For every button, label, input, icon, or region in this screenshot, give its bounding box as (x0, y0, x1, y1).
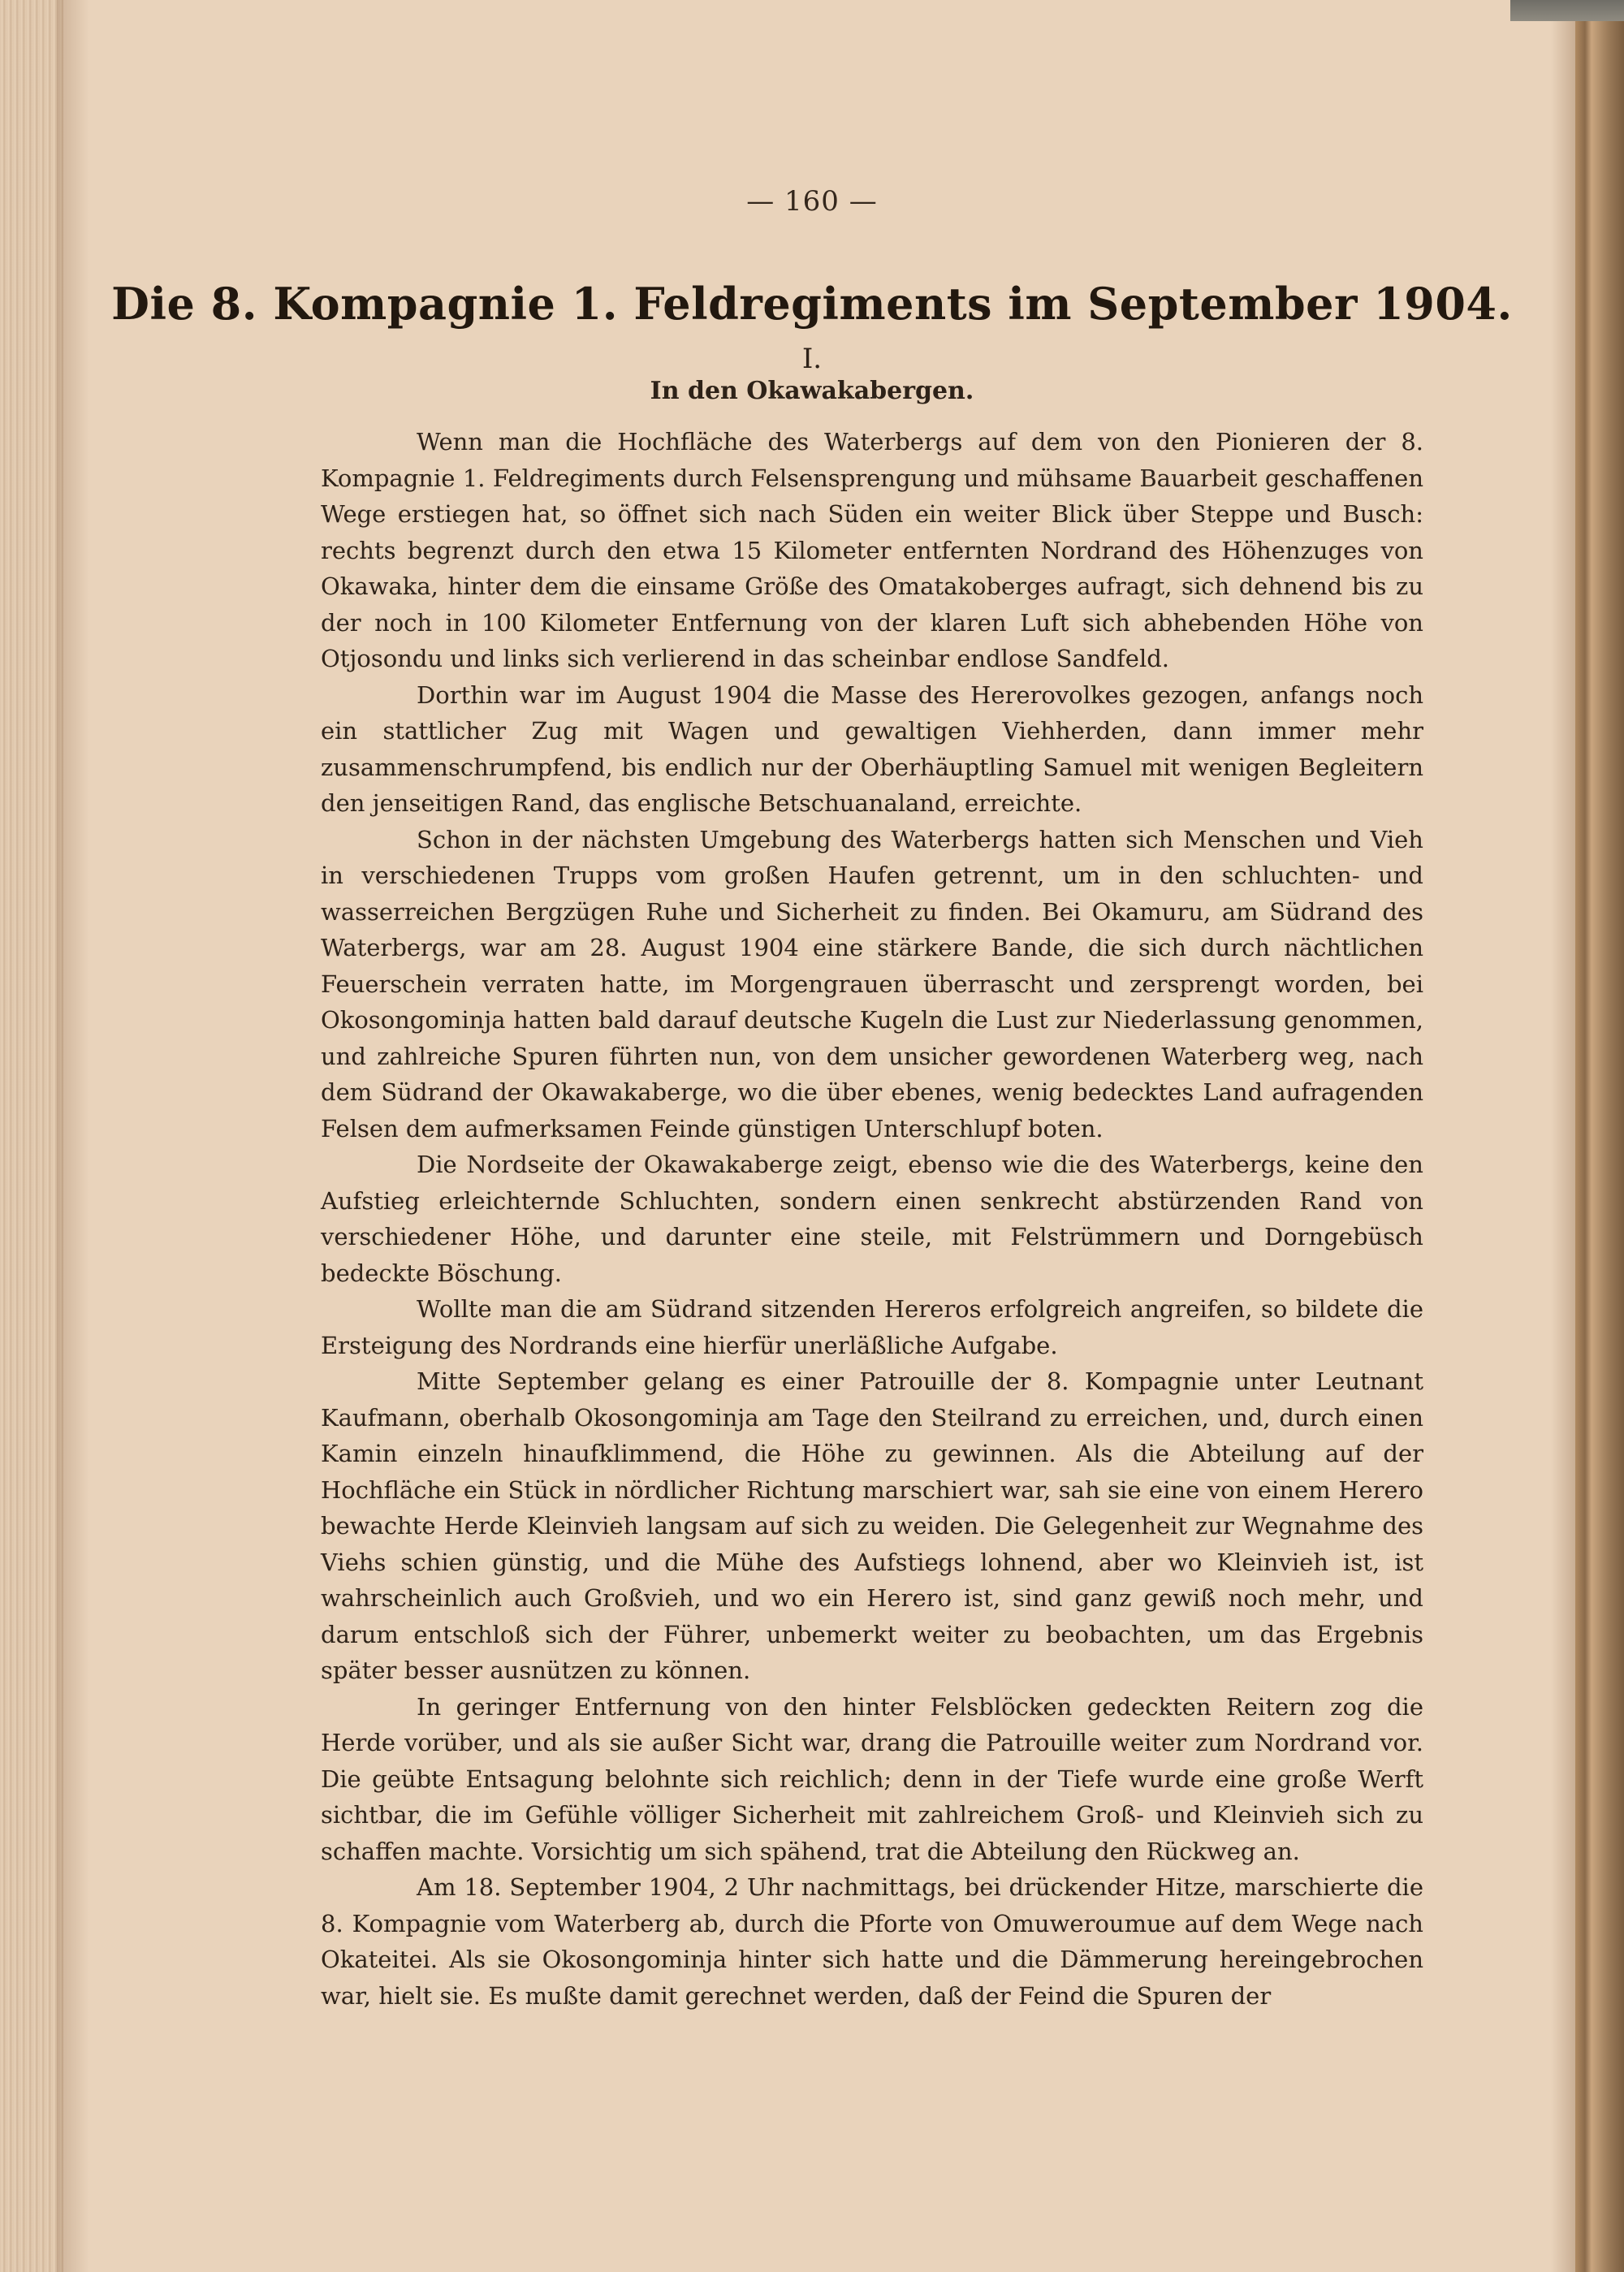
paragraph: In geringer Entfernung von den hinter Felsblöcken gedeckten Reitern zog die Herde vorüber, und als sie außer Sicht war, drang die Patrouille weiter zum Nordrand vor. Die geübte Entsagung belohnte sich reichlich; denn in der Tiefe wurde eine große Werft sichtbar, die im Gefühle völliger Sicherheit mit zahlreichem Groß- und Kleinvieh sich zu schaffen machte. Vorsichtig um sich spähend, trat die Abteilung den Rückweg an. (321, 1692, 1423, 1865)
body-text (321, 424, 1423, 2014)
binding-cloth (1510, 0, 1624, 21)
paragraph: Wollte man die am Südrand sitzenden Hereros erfolgreich angreifen, so bildete die Ersteigung des Nordrands eine hierfür unerläßliche Aufgabe. (321, 1295, 1423, 1359)
paragraph: Mitte September gelang es einer Patrouille der 8. Kompagnie unter Leutnant Kaufmann, oberhalb Okosongominja am Tage den Steilrand zu erreichen, und, durch einen Kamin einzeln hinaufklimmend, die Höhe zu gewinnen. Als die Abteilung auf der Hochfläche ein Stück in nördlicher Richtung marschiert war, sah sie eine von einem Herero bewachte Herde Kleinvieh langsam auf sich zu weiden. Die Gelegenheit zur Wegnahme des Viehs schien günstig, und die Mühe des Aufstiegs lohnend, aber wo Kleinvieh ist, ist wahrscheinlich auch Großvieh, und wo ein Herero ist, sind ganz gewiß noch mehr, und darum entschloß sich der Führer, unbemerkt weiter zu beobachten, um das Ergebnis später besser ausnützen zu können. (321, 1367, 1423, 1684)
book-binding-edge (1575, 0, 1624, 2272)
gutter-shadow (57, 0, 89, 2272)
right-edge-shadow (1551, 0, 1575, 2272)
page-number: — 160 — (746, 185, 878, 218)
paragraph: Schon in der nächsten Umgebung des Waterbergs hatten sich Menschen und Vieh in verschiedenen Trupps vom großen Haufen getrennt, um in den schluchten- und wasserreichen Bergzügen Ruhe und Sicherheit zu finden. Bei Okamuru, am Südrand des Waterbergs, war am 28. August 1904 eine stärkere Bande, die sich durch nächtlichen Feuerschein verraten hatte, im Morgengrauen überrascht und zersprengt worden, bei Okosongominja hatten bald darauf deutsche Kugeln die Lust zur Niederlassung genommen, und zahlreiche Spuren führten nun, von dem unsicher gewordenen Waterberg weg, nach dem Südrand der Okawakaberge, wo die über ebenes, wenig bedecktes Land aufragenden Felsen dem aufmerksamen Feinde günstigen Unterschlupf boten. (321, 825, 1423, 1142)
paragraph: Wenn man die Hochfläche des Waterbergs auf dem von den Pionieren der 8. Kompagnie 1. Feldregiments durch Felsensprengung und mühsame Bauarbeit geschaffenen Wege erstiegen hat, so öffnet sich nach Süden ein weiter Blick über Steppe und Busch: rechts begrenzt durch den etwa 15 Kilometer entfernten Nordrand des Höhenzuges von Okawaka, hinter dem die einsame Größe des Omatakoberges aufragt, sich dehnend bis zu der noch in 100 Kilometer Entfernung von der klaren Luft sich abhebenden Höhe von Otjosondu und links sich verlierend in das scheinbar endlose Sandfeld. (321, 428, 1423, 672)
section-subtitle: In den Okawakabergen. (650, 377, 974, 405)
paragraph: Die Nordseite der Okawakaberge zeigt, ebenso wie die des Waterbergs, keine den Aufstieg erleichternde Schluchten, sondern einen senkrecht abstürzenden Rand von verschiedener Höhe, und darunter eine steile, mit Felstrümmern und Dorngebüsch bedeckte Böschung. (321, 1151, 1423, 1287)
section-numeral: I. (801, 343, 823, 375)
page-stack-edge (0, 0, 63, 2272)
paragraph: Dorthin war im August 1904 die Masse des Hererovolkes gezogen, anfangs noch ein stattlicher Zug mit Wagen und gewaltigen Viehherden, dann immer mehr zusammenschrumpfend, bis endlich nur der Oberhäuptling Samuel mit wenigen Begleitern den jenseitigen Rand, das englische Betschuanaland, erreichte. (321, 680, 1423, 817)
paragraph: Am 18. September 1904, 2 Uhr nachmittags, bei drückender Hitze, marschierte die 8. Kompagnie vom Waterberg ab, durch die Pforte von Omuweroumue auf dem Wege nach Okateitei. Als sie Okosongominja hinter sich hatte und die Dämmerung hereingebrochen war, hielt sie. Es mußte damit gerechnet werden, daß der Feind die Spuren der (321, 1873, 1423, 2010)
chapter-title: Die 8. Kompagnie 1. Feldregiments im September 1904. (111, 278, 1513, 330)
